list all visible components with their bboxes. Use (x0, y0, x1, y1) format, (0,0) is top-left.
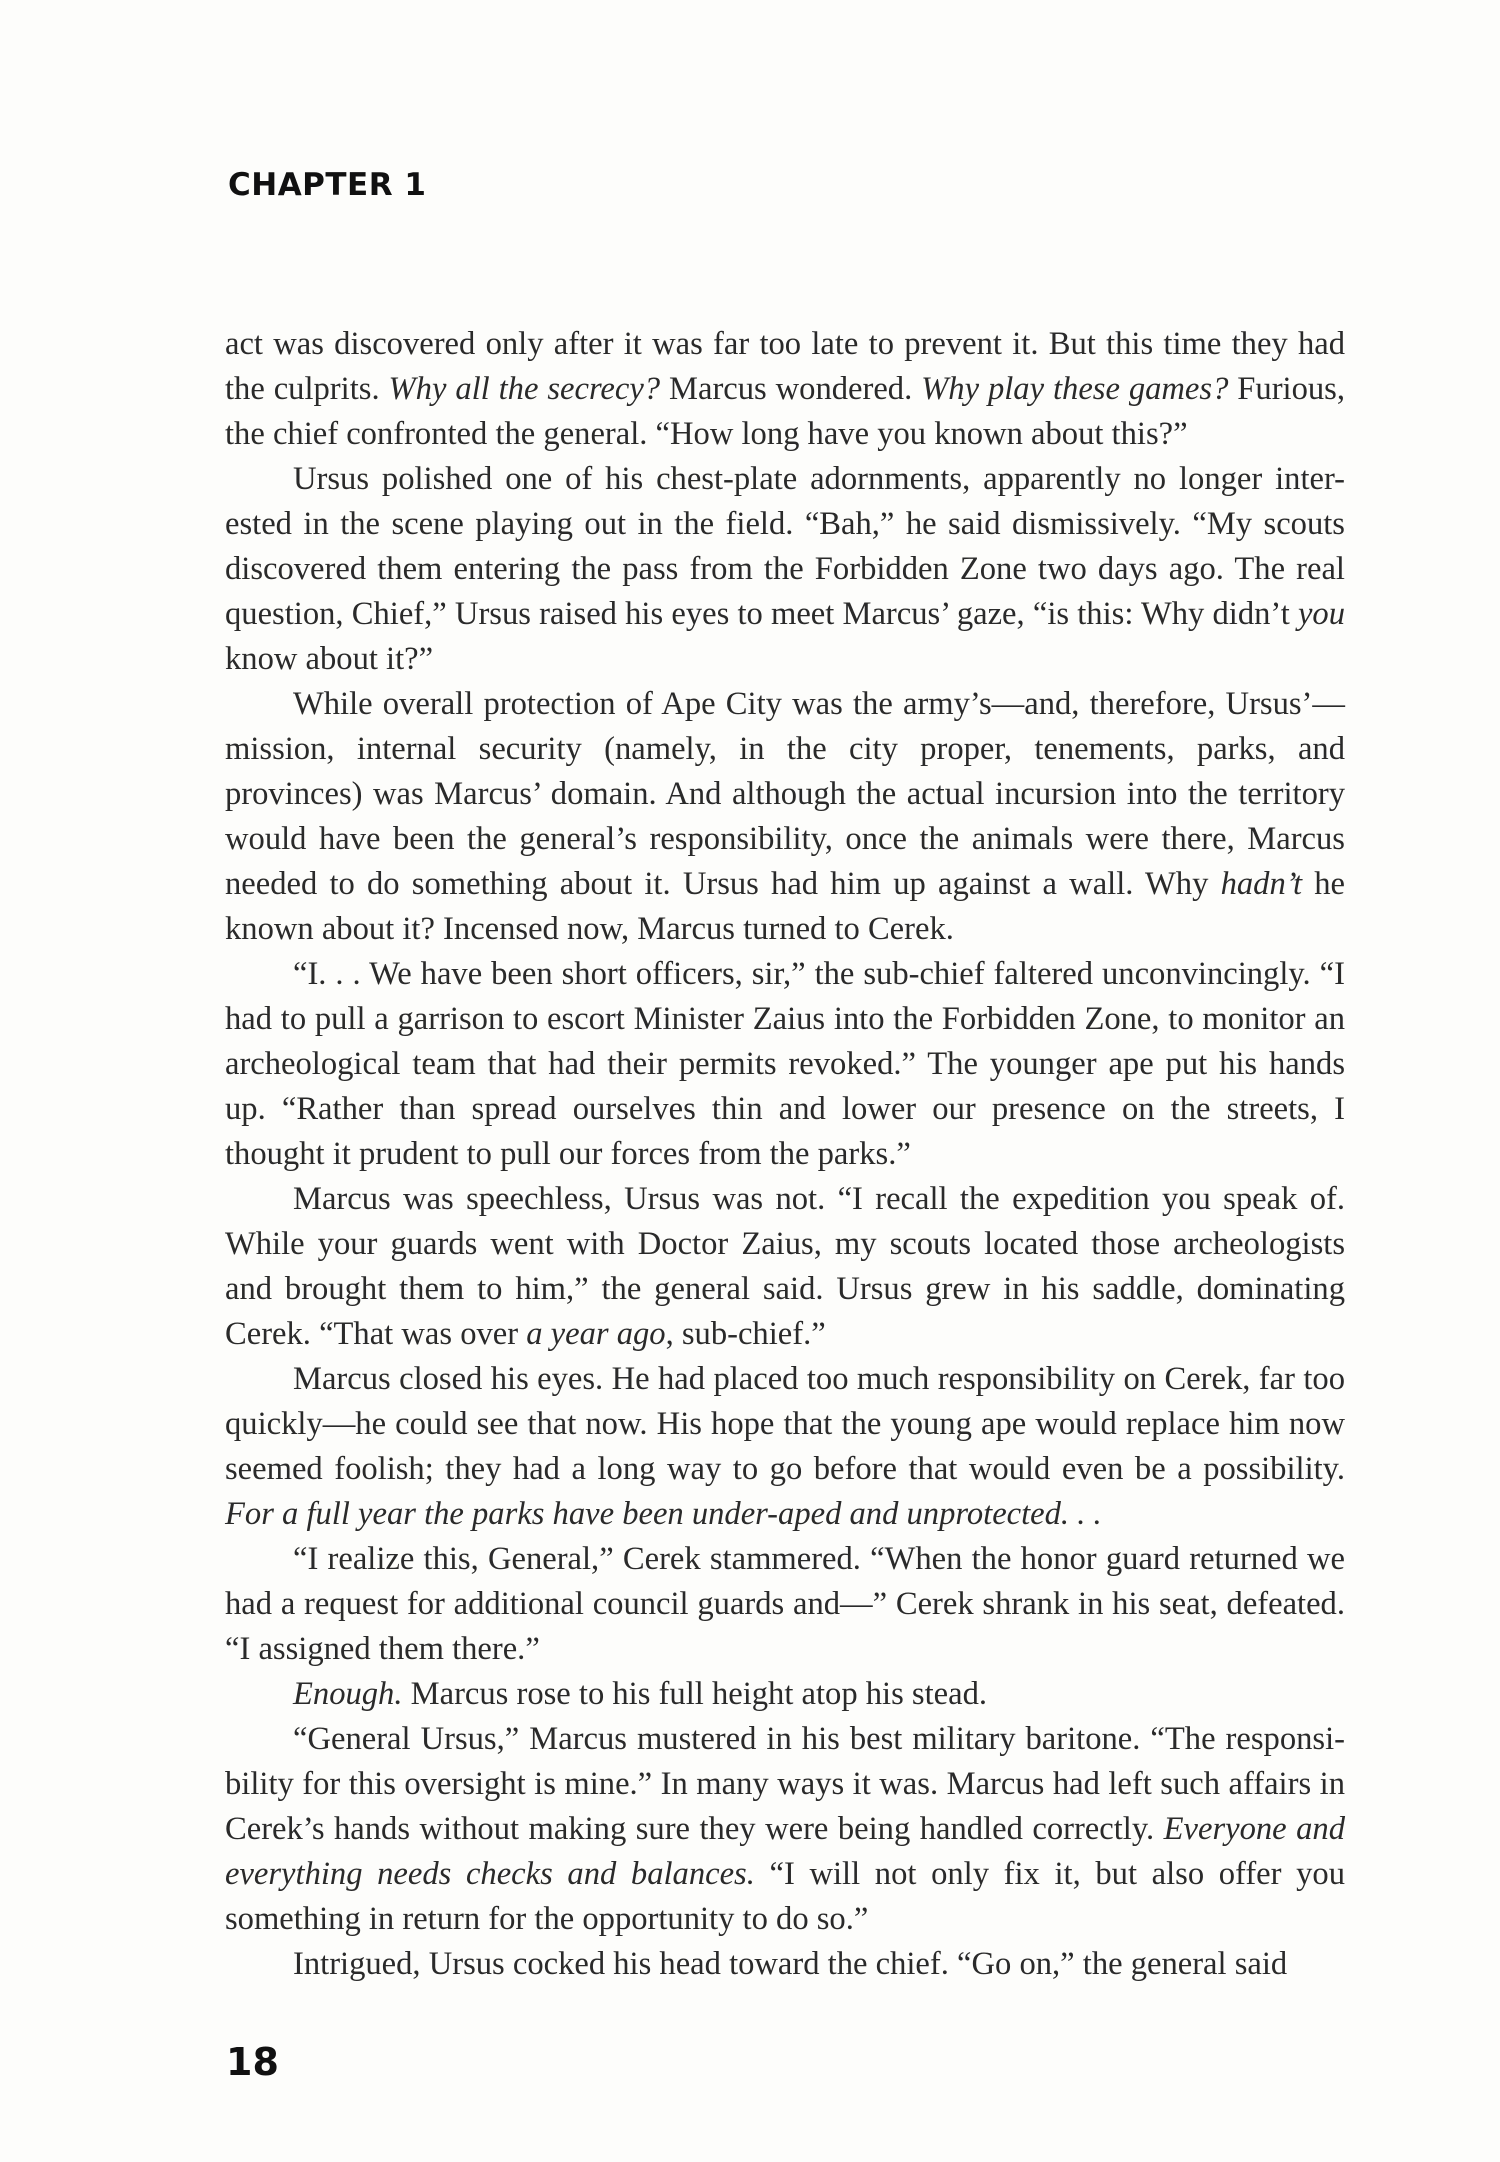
page-number: 18 (226, 2040, 279, 2084)
text-run: “General Ursus,” Marcus mustered in his best military baritone. “The responsi-bility for this oversight is mine.” In many ways it was. Marcus had left such affairs in Cerek’s hands without making sure they were being handled correctly. (225, 1721, 1345, 1847)
italic-text: Why all the secrecy? (388, 371, 661, 407)
text-run: Ursus polished one of his chest-plate adornments, apparently no longer inter-ested in the scene playing out in the field. “Bah,” he said dismissively. “My scouts discovered them entering the pass from the Forbidden Zone two days ago. The real question, Chief,” Ursus raised his eyes to meet Marcus’ gaze, “is this: Why didn’t (225, 461, 1345, 632)
text-run: Marcus was speechless, Ursus was not. “I recall the expedition you speak of. While your guards went with Doctor Zaius, my scouts located those archeologists and brought them to him,” the general said. Ursus grew in his saddle, dominating Cerek. “That was over (225, 1181, 1345, 1352)
text-run: While overall protection of Ape City was the army’s—and, therefore, Ursus’—mission, internal security (namely, in the city proper, tenements, parks, and provinces) was Marcus’ domain. And although the actual incursion into the territory would have been the general’s responsibility, once the animals were there, Marcus needed to do something about it. Ursus had him up against a wall. Why (225, 686, 1345, 902)
text-run: “I will not only fix it, but also offer you something in return for the opportunity to do so.” (225, 1856, 1345, 1937)
paragraph (225, 682, 1345, 952)
body-text (225, 322, 1345, 1987)
text-run: “I realize this, General,” Cerek stammered. “When the honor guard returned we had a request for additional council guards and—” Cerek shrank in his seat, defeated. “I assigned them there.” (225, 1541, 1345, 1667)
italic-text: a year ago (526, 1316, 666, 1352)
paragraph (225, 1672, 1345, 1717)
paragraph (225, 457, 1345, 682)
text-run: Marcus wondered. (660, 371, 922, 407)
text-run: Marcus rose to his full height atop his stead. (402, 1676, 987, 1712)
text-run: Furious, the chief confronted the general. “How long have you known about this?” (225, 371, 1346, 452)
text-run: Marcus closed his eyes. He had placed too much responsibility on Cerek, far too quickly—he could see that now. His hope that the young ape would replace him now seemed foolish; they had a long way to go before that would even be a possibility. (225, 1361, 1345, 1487)
text-run: act was discovered only after it was far too late to prevent it. But this time they had the culprits. (225, 326, 1345, 407)
paragraph (225, 1537, 1345, 1672)
text-run: know about it?” (225, 641, 434, 677)
paragraph (225, 952, 1345, 1177)
paragraph (225, 1942, 1345, 1987)
italic-text: Enough. (293, 1676, 403, 1712)
italic-text: Why play these games? (921, 371, 1229, 407)
paragraph (225, 322, 1345, 457)
italic-text: Everyone and everything needs checks and balances. (225, 1811, 1345, 1892)
text-run: , sub-chief.” (665, 1316, 826, 1352)
paragraph (225, 1717, 1345, 1942)
text-run: “I. . . We have been short officers, sir,” the sub-chief faltered unconvincingly. “I had to pull a garrison to escort Minister Zaius into the Forbidden Zone, to monitor an archeological team that had their permits revoked.” The younger ape put his hands up. “Rather than spread ourselves thin and lower our presence on the streets, I thought it prudent to pull our forces from the parks.” (225, 956, 1345, 1172)
italic-text: For a full year the parks have been under-aped and unprotected. . . (225, 1496, 1102, 1532)
italic-text: you (1297, 596, 1345, 632)
text-run: Intrigued, Ursus cocked his head toward the chief. “Go on,” the general said (293, 1946, 1288, 1982)
paragraph (225, 1177, 1345, 1357)
paragraph (225, 1357, 1345, 1537)
italic-text: hadn’t (1220, 866, 1303, 902)
chapter-heading: CHAPTER 1 (228, 167, 427, 203)
text-run: he known about it? Incensed now, Marcus turned to Cerek. (225, 866, 1345, 947)
